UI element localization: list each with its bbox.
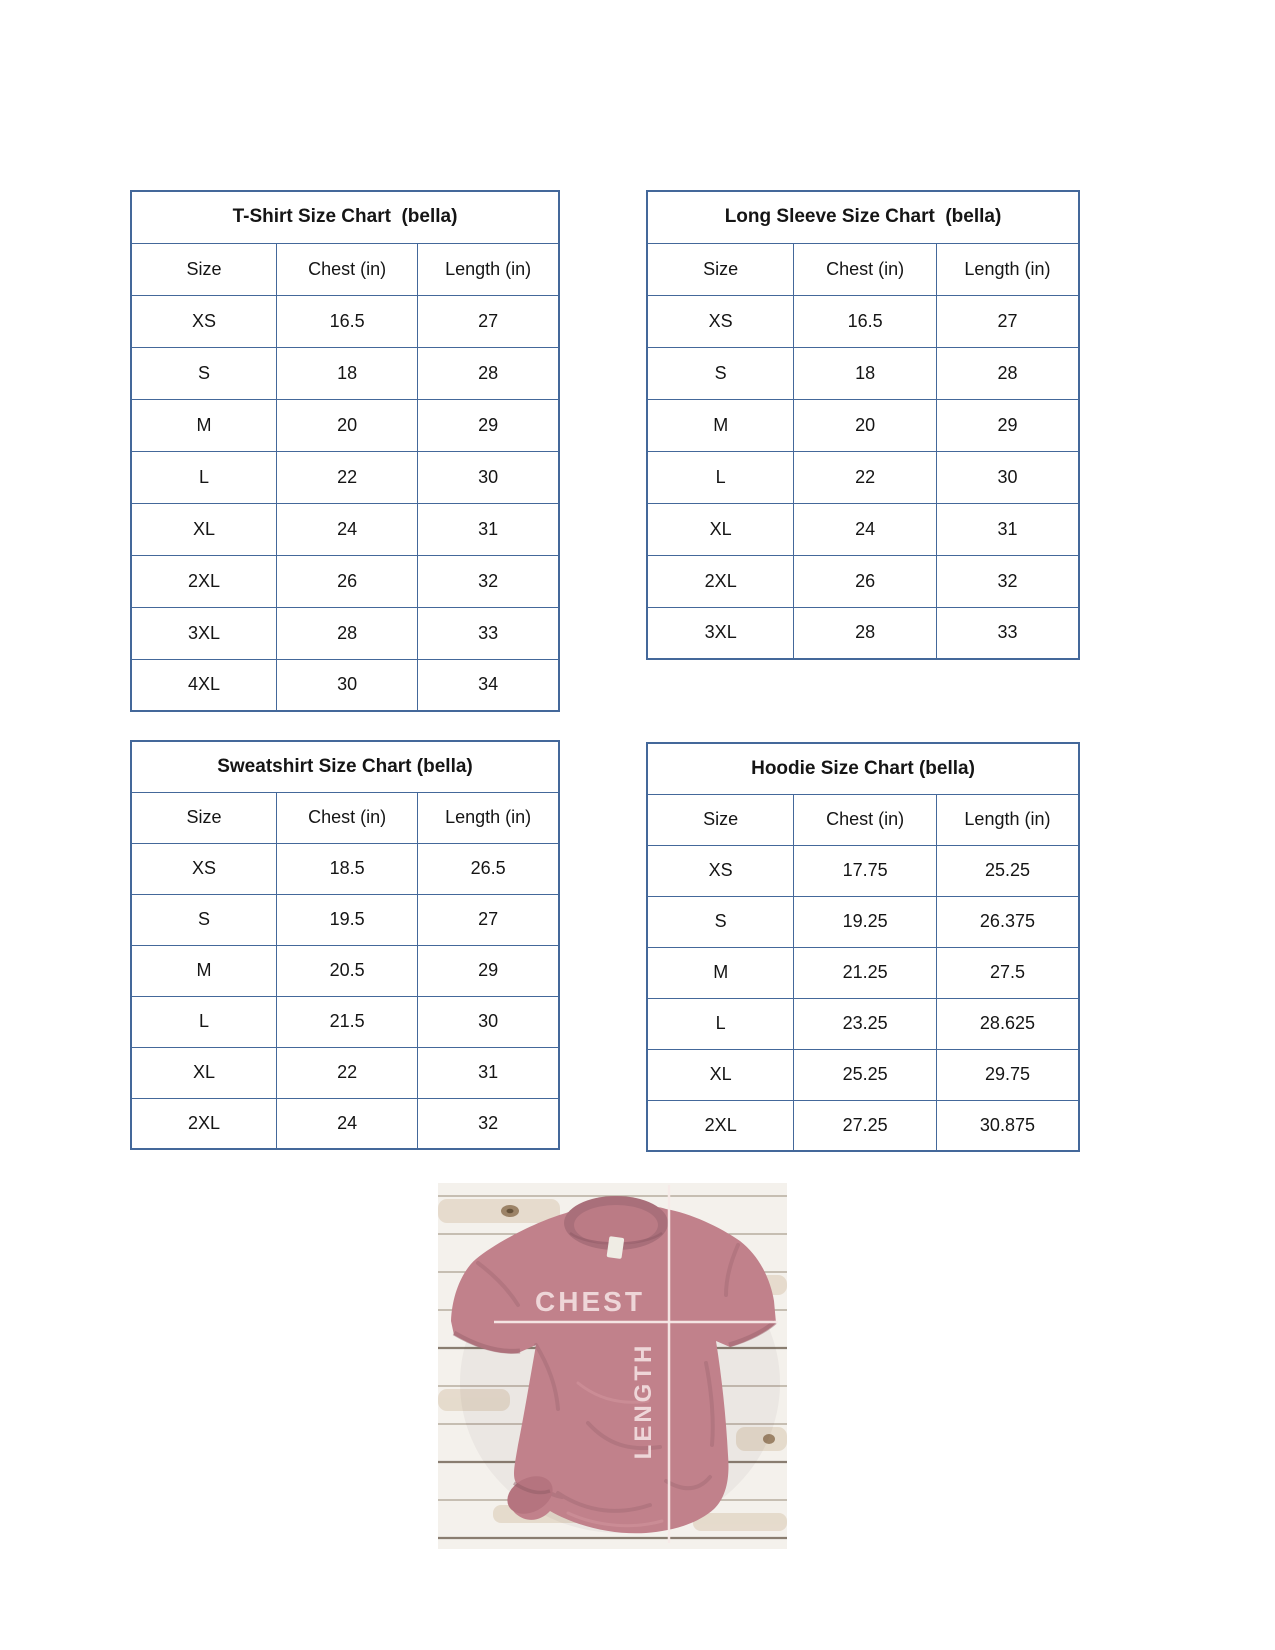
table-row [647,1049,1079,1100]
table-title-row [647,191,1079,243]
table-title: Sweatshirt Size Chart (bella) [131,741,559,792]
table-cell: M [647,947,794,998]
table-row [131,659,559,711]
table-header-row [647,794,1079,845]
table-cell: L [647,451,794,503]
column-header-size: Size [131,792,277,843]
table-cell: 27 [418,295,559,347]
table-cell: M [131,399,277,451]
table-row [647,399,1079,451]
table-cell: 28 [794,607,937,659]
table-cell: XL [131,503,277,555]
table-cell: L [647,998,794,1049]
table-cell: 33 [936,607,1079,659]
table-cell: 28 [936,347,1079,399]
table-cell: 18 [794,347,937,399]
table-cell: S [647,347,794,399]
table-cell: S [131,894,277,945]
table-cell: XL [131,1047,277,1098]
table-cell: 30 [277,659,418,711]
column-header-length-in: Length (in) [418,792,559,843]
tshirt-size-chart-table [130,190,560,712]
table-row [647,607,1079,659]
column-header-chest-in: Chest (in) [277,792,418,843]
column-header-chest-in: Chest (in) [277,243,418,295]
table-row [131,555,559,607]
table-row [647,295,1079,347]
table-cell: 32 [418,1098,559,1149]
table-cell: XS [131,843,277,894]
table-cell: 19.5 [277,894,418,945]
table-row [647,947,1079,998]
long-sleeve-size-chart-table [646,190,1080,660]
table-row [131,295,559,347]
table-row [131,503,559,555]
table-cell: 26 [277,555,418,607]
table-cell: S [647,896,794,947]
table-cell: 26.5 [418,843,559,894]
sweatshirt-size-chart-table [130,740,560,1150]
table-row [647,347,1079,399]
table-row [647,503,1079,555]
table-row [131,996,559,1047]
table-header-row [131,792,559,843]
table-title-row [131,191,559,243]
table-cell: 21.5 [277,996,418,1047]
table-row [647,896,1079,947]
table-cell: 26.375 [936,896,1079,947]
table-cell: 30 [936,451,1079,503]
table-header-row [647,243,1079,295]
table-cell: 23.25 [794,998,937,1049]
table-cell: M [647,399,794,451]
table-cell: 31 [936,503,1079,555]
table-cell: XS [647,295,794,347]
table-cell: 20 [794,399,937,451]
table-row [131,607,559,659]
table-cell: 32 [936,555,1079,607]
table-cell: 18 [277,347,418,399]
column-header-chest-in: Chest (in) [794,794,937,845]
table-cell: 18.5 [277,843,418,894]
table-title-row [131,741,559,792]
table-row [647,998,1079,1049]
table-cell: 24 [794,503,937,555]
column-header-length-in: Length (in) [418,243,559,295]
table-cell: 24 [277,503,418,555]
table-cell: 31 [418,1047,559,1098]
table-cell: 30 [418,996,559,1047]
table-cell: 24 [277,1098,418,1149]
table-row [131,1098,559,1149]
table-cell: 29.75 [936,1049,1079,1100]
column-header-size: Size [647,243,794,295]
table-cell: 28.625 [936,998,1079,1049]
table-row [647,1100,1079,1151]
table-row [131,945,559,996]
table-header-row [131,243,559,295]
neck-tag [607,1236,625,1259]
column-header-size: Size [647,794,794,845]
table-cell: XL [647,1049,794,1100]
table-row [131,451,559,503]
table-cell: 25.25 [794,1049,937,1100]
table-cell: 22 [277,1047,418,1098]
table-row [131,1047,559,1098]
table-cell: S [131,347,277,399]
table-cell: 21.25 [794,947,937,998]
table-cell: XS [647,845,794,896]
table-title: Hoodie Size Chart (bella) [647,743,1079,794]
table-cell: 27 [936,295,1079,347]
length-label: LENGTH [630,1342,657,1460]
chest-label: CHEST [535,1286,645,1317]
table-row [647,555,1079,607]
table-cell: 2XL [131,555,277,607]
table-cell: 28 [418,347,559,399]
tshirt-measurement-photo [438,1183,787,1549]
table-cell: 4XL [131,659,277,711]
table-cell: 2XL [131,1098,277,1149]
table-row [131,347,559,399]
table-cell: 2XL [647,1100,794,1151]
table-cell: 26 [794,555,937,607]
table-cell: 3XL [131,607,277,659]
table-cell: 2XL [647,555,794,607]
table-title-row [647,743,1079,794]
table-cell: 17.75 [794,845,937,896]
table-cell: 27.25 [794,1100,937,1151]
table-row [131,894,559,945]
table-cell: M [131,945,277,996]
table-title: T-Shirt Size Chart (bella) [131,191,559,243]
column-header-length-in: Length (in) [936,243,1079,295]
table-row [131,399,559,451]
table-row [647,451,1079,503]
table-cell: 3XL [647,607,794,659]
table-cell: 20.5 [277,945,418,996]
column-header-length-in: Length (in) [936,794,1079,845]
table-cell: 33 [418,607,559,659]
table-cell: 30.875 [936,1100,1079,1151]
table-cell: 16.5 [794,295,937,347]
tshirt-measurement-graphic [438,1183,787,1549]
hoodie-size-chart-table [646,742,1080,1152]
table-cell: L [131,996,277,1047]
table-cell: 30 [418,451,559,503]
table-row [131,843,559,894]
table-cell: 32 [418,555,559,607]
table-cell: 34 [418,659,559,711]
table-cell: 29 [936,399,1079,451]
table-cell: 25.25 [936,845,1079,896]
table-row [647,845,1079,896]
table-cell: 29 [418,945,559,996]
table-title: Long Sleeve Size Chart (bella) [647,191,1079,243]
table-cell: 20 [277,399,418,451]
column-header-chest-in: Chest (in) [794,243,937,295]
table-cell: L [131,451,277,503]
table-cell: XS [131,295,277,347]
table-cell: 22 [794,451,937,503]
table-cell: 16.5 [277,295,418,347]
table-cell: 28 [277,607,418,659]
table-cell: 19.25 [794,896,937,947]
table-cell: 29 [418,399,559,451]
column-header-size: Size [131,243,277,295]
table-cell: 31 [418,503,559,555]
table-cell: 27 [418,894,559,945]
table-cell: XL [647,503,794,555]
table-cell: 22 [277,451,418,503]
table-cell: 27.5 [936,947,1079,998]
